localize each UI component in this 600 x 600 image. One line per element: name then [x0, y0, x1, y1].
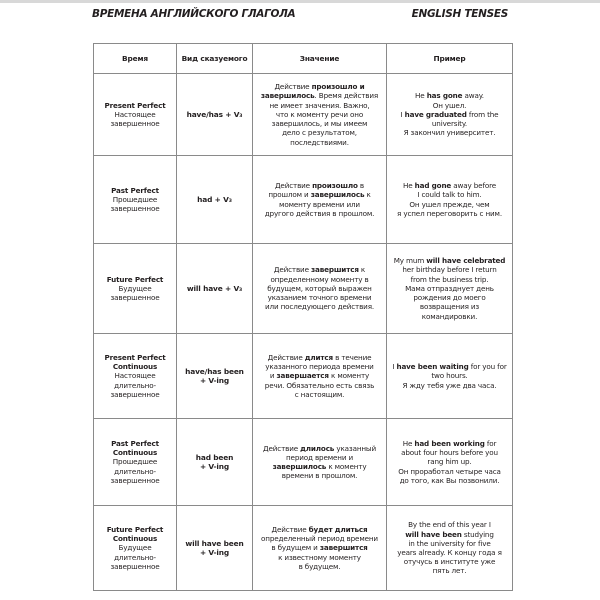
text: указанный: [334, 443, 376, 453]
text: к моменту: [328, 371, 370, 381]
cell-example: [387, 506, 513, 591]
text: в будущем.: [298, 561, 341, 571]
bold-text: Future Perfect: [106, 274, 164, 284]
text: away before: [451, 181, 496, 191]
text-line: [97, 101, 173, 110]
cell-example: [387, 334, 513, 419]
text-line: [390, 467, 509, 476]
bold-text: have/has been: [185, 366, 244, 376]
bold-text: + V-ing: [199, 376, 230, 385]
text: командировки.: [421, 311, 478, 321]
table-row: [94, 506, 513, 591]
text-line: [390, 371, 509, 380]
text-line: [256, 362, 383, 371]
text: не имеет значения. Важно,: [269, 100, 370, 110]
text-line: [256, 390, 383, 399]
table-row: [94, 419, 513, 506]
text-line: [390, 548, 509, 557]
text-line: [390, 190, 509, 199]
text: My mum: [393, 256, 427, 266]
bold-text: + V-ing: [199, 548, 230, 557]
text-line: [256, 181, 383, 190]
text: последствиями.: [290, 137, 349, 147]
bold-text: will have been: [185, 538, 244, 548]
text: с настоящим.: [294, 389, 345, 399]
cell-meaning: [253, 419, 387, 506]
text-line: [180, 548, 249, 557]
text-line: [256, 453, 383, 462]
bold-text: завершится: [319, 543, 368, 553]
bold-text: произошло и: [311, 82, 365, 92]
text-line: [256, 371, 383, 380]
text-line: [256, 553, 383, 562]
text-line: [97, 353, 173, 362]
bold-text: will have + V₃: [186, 283, 243, 293]
text-line: [256, 462, 383, 471]
text-line: [390, 530, 509, 539]
text-line: [256, 284, 383, 293]
text: Действие: [267, 352, 305, 362]
text: к моменту: [326, 462, 367, 471]
text-line: [256, 101, 383, 110]
bold-text: длилось: [300, 443, 335, 453]
text-line: [256, 91, 383, 100]
cell-meaning: [253, 506, 387, 591]
text: указанием точного времени: [267, 293, 372, 303]
text: He: [415, 91, 427, 101]
cell-tense: [94, 156, 177, 244]
cell-tense: [94, 74, 177, 156]
text-line: [180, 110, 249, 119]
text: что к моменту речи оно: [275, 109, 364, 119]
cell-form: [177, 419, 253, 506]
table-row: [94, 244, 513, 334]
text-line: [256, 543, 383, 552]
text: Действие: [273, 265, 311, 275]
text-line: [390, 110, 509, 119]
text: Я жду тебя уже два часа.: [402, 380, 497, 390]
page-title-en: ENGLISH TENSES: [411, 8, 508, 20]
text-line: [390, 557, 509, 566]
text: завершенное: [110, 475, 160, 485]
text-line: [390, 200, 509, 209]
text-line: [97, 293, 173, 302]
bold-text: have graduated: [404, 109, 467, 119]
bold-text: завершилось: [272, 462, 327, 471]
text-line: [180, 195, 249, 204]
text-line: [390, 520, 509, 529]
text-line: [97, 457, 173, 466]
text-line: [180, 462, 249, 471]
text: рождения до моего: [413, 293, 486, 303]
bold-text: have been waiting: [396, 362, 469, 372]
text: к известному моменту: [278, 552, 361, 562]
text: дело с результатом,: [282, 128, 357, 138]
text: к: [364, 190, 371, 200]
cell-meaning: [253, 74, 387, 156]
text-line: [390, 448, 509, 457]
text: By the end of this year I: [408, 520, 491, 530]
text-line: [256, 534, 383, 543]
bold-text: Past Perfect: [111, 438, 159, 448]
column-header-meaning: Значение: [253, 44, 387, 74]
text: длительно-: [114, 466, 156, 476]
text: rang him up.: [427, 457, 472, 467]
text: возвращения из: [419, 302, 480, 312]
bold-text: произошло: [312, 181, 358, 191]
text: about four hours before you: [401, 448, 498, 458]
text: завершенное: [110, 561, 160, 571]
text: отучусь в институте уже: [403, 557, 496, 567]
text: до того, как Вы позвонили.: [399, 475, 500, 485]
text: Настоящее: [114, 371, 156, 381]
text-line: [390, 256, 509, 265]
text-line: [97, 390, 173, 399]
bold-text: Past Perfect: [111, 185, 159, 195]
text: Действие: [274, 181, 313, 191]
table-row: [94, 156, 513, 244]
text: определенный период времени: [261, 534, 378, 544]
text: в течение: [332, 352, 372, 362]
text-line: [256, 128, 383, 137]
text-line: [256, 293, 383, 302]
text-line: [256, 190, 383, 199]
text-line: [256, 353, 383, 362]
text: к: [358, 265, 366, 275]
text: studying: [461, 529, 494, 539]
bold-text: has gone: [426, 91, 463, 101]
cell-tense: [94, 506, 177, 591]
text-line: [390, 476, 509, 485]
text: прошлом и: [268, 190, 311, 200]
cell-form: [177, 156, 253, 244]
text: определенному моменту в: [270, 274, 369, 284]
text: Будущее: [118, 283, 152, 293]
text-line: [97, 362, 173, 371]
text: for you for: [468, 362, 507, 372]
text: He: [402, 438, 415, 448]
text-line: [390, 439, 509, 448]
text-line: [390, 284, 509, 293]
text-line: [97, 275, 173, 284]
text: her birthday before I return: [402, 265, 497, 275]
text: Прошедшее: [112, 194, 158, 204]
cell-meaning: [253, 334, 387, 419]
text: Действие: [263, 443, 301, 453]
bold-text: will have been: [405, 529, 462, 539]
text-line: [390, 293, 509, 302]
bold-text: завершилось: [260, 91, 315, 101]
text-line: [390, 566, 509, 575]
text: two hours.: [431, 371, 468, 381]
text-line: [390, 275, 509, 284]
text-line: [180, 376, 249, 385]
text: завершенное: [110, 204, 160, 214]
text-line: [180, 539, 249, 548]
table-row: [94, 334, 513, 419]
text-line: [97, 553, 173, 562]
text-line: [97, 534, 173, 543]
text: указанного периода времени: [265, 362, 374, 372]
column-header-example: Пример: [387, 44, 513, 74]
text-line: [97, 448, 173, 457]
cell-tense: [94, 419, 177, 506]
text: завершилось, и мы имеем: [271, 119, 368, 129]
text-line: [390, 312, 509, 321]
bold-text: will have celebrated: [426, 256, 506, 266]
text: years already. К концу года я: [397, 548, 502, 557]
text: завершенное: [110, 293, 160, 303]
cell-example: [387, 419, 513, 506]
bold-text: будет длиться: [308, 524, 368, 534]
text-line: [256, 275, 383, 284]
text-line: [97, 476, 173, 485]
text: Действие: [274, 82, 312, 92]
text-line: [256, 444, 383, 453]
text: Мама отпразднует день: [405, 283, 494, 293]
text-line: [256, 110, 383, 119]
cell-meaning: [253, 244, 387, 334]
text: university.: [431, 119, 468, 129]
text-line: [256, 200, 383, 209]
bold-text: завершается: [276, 371, 329, 381]
text-line: [256, 209, 383, 218]
bold-text: Continuous: [112, 362, 158, 372]
text: Действие: [271, 524, 309, 534]
text-line: [390, 265, 509, 274]
cell-form: [177, 506, 253, 591]
text-line: [180, 367, 249, 376]
text: времени в прошлом.: [281, 471, 358, 481]
bold-text: have/has + V₃: [186, 109, 243, 119]
text-line: [97, 439, 173, 448]
text-line: [390, 91, 509, 100]
cell-tense: [94, 334, 177, 419]
text-line: [256, 82, 383, 91]
cell-form: [177, 334, 253, 419]
text-line: [390, 119, 509, 128]
text-line: [97, 195, 173, 204]
text-line: [97, 284, 173, 293]
text-line: [256, 138, 383, 147]
text-line: [97, 110, 173, 119]
text: завершенное: [110, 119, 160, 129]
bold-text: had been: [195, 452, 234, 462]
text-line: [180, 453, 249, 462]
text: Он проработал четыре часа: [398, 466, 501, 476]
column-header-tense: Время: [94, 44, 177, 74]
bold-text: Future Perfect: [106, 524, 164, 534]
text: и: [269, 371, 277, 381]
text: период времени и: [286, 452, 353, 462]
text: завершенное: [110, 389, 160, 399]
bold-text: завершилось: [310, 190, 365, 200]
text: я успел переговорить с ним.: [397, 208, 502, 218]
text: away.: [462, 91, 484, 101]
bold-text: had been working: [414, 438, 485, 448]
bold-text: had gone: [414, 181, 452, 191]
text-line: [97, 119, 173, 128]
text-line: [97, 371, 173, 380]
text-line: [256, 119, 383, 128]
text-line: [256, 265, 383, 274]
text-line: [97, 381, 173, 390]
text: длительно-: [114, 552, 156, 562]
text: from the business trip.: [410, 274, 489, 284]
text-line: [390, 302, 509, 311]
bold-text: Continuous: [112, 448, 158, 458]
text-line: [256, 381, 383, 390]
text: в будущем и: [271, 543, 320, 553]
text: Он ушел.: [432, 100, 467, 110]
bold-text: had + V₃: [197, 194, 232, 204]
bold-text: завершится: [310, 265, 359, 275]
text: пять лет.: [432, 566, 467, 576]
text: Прошедшее: [112, 457, 158, 467]
text-line: [390, 209, 509, 218]
text-line: [390, 381, 509, 390]
bold-text: Continuous: [112, 534, 158, 544]
cell-example: [387, 74, 513, 156]
text-line: [180, 284, 249, 293]
text: in the university for five: [408, 538, 491, 548]
text-line: [390, 539, 509, 548]
text: Настоящее: [114, 109, 156, 119]
tenses-table: [93, 43, 513, 591]
text: I could talk to him.: [417, 190, 482, 200]
text: будущем, который выражен: [267, 283, 372, 293]
column-header-form: Вид сказуемого: [177, 44, 253, 74]
text: Я закончил университет.: [403, 128, 496, 138]
bold-text: Present Perfect: [104, 100, 166, 110]
text-line: [256, 471, 383, 480]
text-line: [256, 525, 383, 534]
cell-meaning: [253, 156, 387, 244]
text: . Время действия: [314, 91, 379, 101]
table-row: [94, 74, 513, 156]
text-line: [97, 186, 173, 195]
text: речи. Обязательно есть связь: [264, 380, 375, 390]
text-line: [97, 204, 173, 213]
cell-form: [177, 74, 253, 156]
text: длительно-: [114, 380, 156, 390]
cell-example: [387, 244, 513, 334]
cell-form: [177, 244, 253, 334]
text-line: [390, 181, 509, 190]
bold-text: + V-ing: [199, 462, 230, 471]
cell-example: [387, 156, 513, 244]
text-line: [97, 562, 173, 571]
text-line: [256, 562, 383, 571]
text: for: [484, 438, 497, 448]
text-line: [390, 101, 509, 110]
bold-text: длится: [304, 352, 333, 362]
text: from the: [466, 109, 499, 119]
top-border: [0, 0, 600, 3]
text-line: [390, 362, 509, 371]
bold-text: Present Perfect: [104, 352, 166, 362]
text-line: [256, 302, 383, 311]
table-header-row: [94, 44, 513, 74]
text: I: [400, 109, 405, 119]
text: Будущее: [118, 543, 152, 553]
text: Он ушел прежде, чем: [409, 199, 490, 209]
text-line: [97, 467, 173, 476]
text-line: [97, 525, 173, 534]
cell-tense: [94, 244, 177, 334]
text: He: [402, 181, 415, 191]
text: моменту времени или: [279, 199, 360, 209]
text: или последующего действия.: [264, 302, 375, 312]
text: I: [392, 362, 397, 372]
text: другого действия в прошлом.: [264, 208, 375, 218]
text-line: [390, 457, 509, 466]
page-title-ru: ВРЕМЕНА АНГЛИЙСКОГО ГЛАГОЛА: [92, 8, 296, 20]
text: в: [357, 181, 365, 191]
text-line: [97, 543, 173, 552]
text-line: [390, 128, 509, 137]
